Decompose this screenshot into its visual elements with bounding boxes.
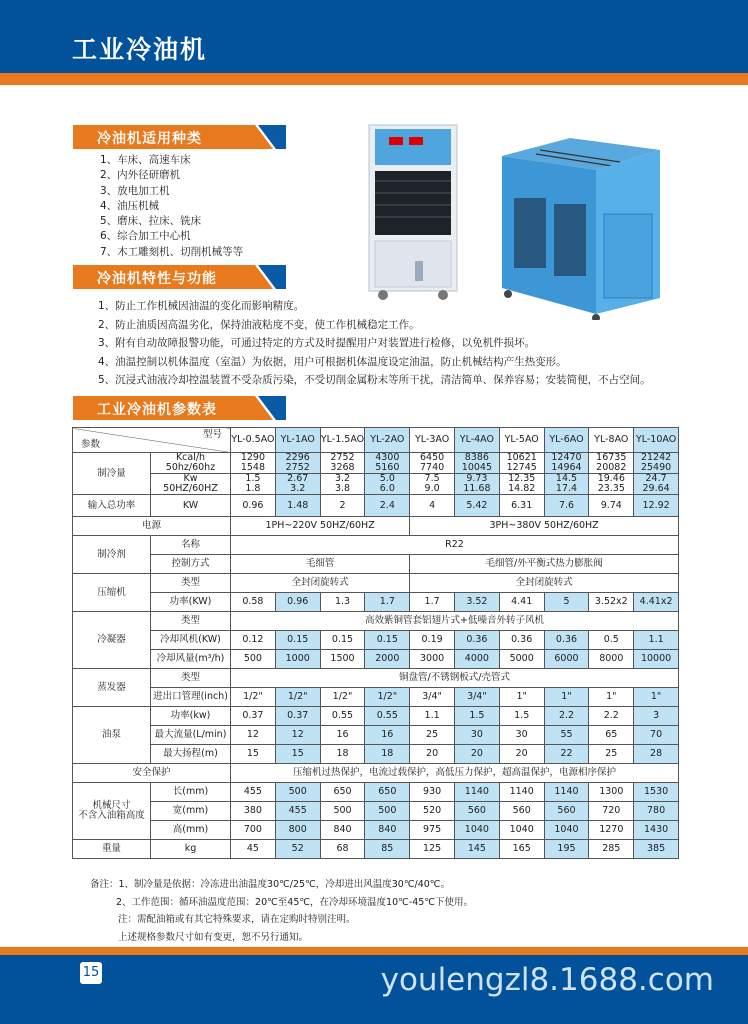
notes: [90, 876, 473, 946]
row-sub-label: KW: [151, 495, 231, 517]
header-bar: [0, 0, 748, 73]
oil-chiller-image-large: [500, 128, 662, 320]
value-cell: 0.5: [589, 631, 634, 650]
row-sub-label: Kcal/h 50hz/60hz: [151, 453, 231, 474]
value-cell: 4: [410, 495, 455, 517]
value-cell: 12: [275, 726, 320, 745]
value-cell: 285: [589, 840, 634, 859]
value-cell: 0.36: [544, 631, 589, 650]
row-sub-label: 冷却风量(m³/h): [151, 650, 231, 669]
value-cell: 930: [410, 783, 455, 802]
note-line: 注：需配油箱或有其它特殊要求，请在定购时特别注明。: [118, 914, 356, 926]
value-cell: 16: [365, 726, 410, 745]
span-value-cell: 3PH~380V 50HZ/60HZ: [410, 517, 679, 536]
section-title: 冷油机特性与功能: [97, 271, 217, 287]
value-cell: 55: [544, 726, 589, 745]
value-cell: 4000: [455, 650, 500, 669]
table-row: [73, 688, 679, 707]
value-cell: 25: [589, 745, 634, 764]
value-cell: 28: [634, 745, 679, 764]
value-cell: 1.5 1.8: [231, 474, 276, 495]
footer-url: youlengzl8.1688.com: [380, 962, 714, 998]
value-cell: 1270: [589, 821, 634, 840]
value-cell: 3000: [410, 650, 455, 669]
table-row: [73, 802, 679, 821]
value-cell: 1000: [275, 650, 320, 669]
oil-chiller-image-small: [365, 123, 461, 301]
value-cell: 500: [365, 802, 410, 821]
value-cell: 45: [231, 840, 276, 859]
list-item: 7、木工雕刻机、切削机械等等: [100, 245, 244, 258]
value-cell: 3/4": [455, 688, 500, 707]
value-cell: 1/2": [275, 688, 320, 707]
value-cell: 16: [320, 726, 365, 745]
value-cell: 3: [634, 707, 679, 726]
value-cell: 1/2": [320, 688, 365, 707]
value-cell: 65: [589, 726, 634, 745]
value-cell: 2000: [365, 650, 410, 669]
value-cell: 650: [320, 783, 365, 802]
value-cell: 1": [589, 688, 634, 707]
corner-cell: [73, 428, 231, 453]
value-cell: 1": [544, 688, 589, 707]
value-cell: 18: [365, 745, 410, 764]
value-cell: 1530: [634, 783, 679, 802]
row-group-label: 蒸发器: [73, 669, 151, 707]
value-cell: 0.58: [231, 593, 276, 612]
table-row: [73, 726, 679, 745]
value-cell: 720: [589, 802, 634, 821]
value-cell: 145: [455, 840, 500, 859]
value-cell: 800: [275, 821, 320, 840]
value-cell: 4300 5160: [365, 453, 410, 474]
list-item: 4、油压机械: [100, 199, 160, 212]
value-cell: 30: [499, 726, 544, 745]
model-header: YL-4AO: [455, 428, 500, 453]
page-number: 15: [80, 962, 102, 984]
list-item: 3、放电加工机: [100, 184, 170, 197]
value-cell: 30: [455, 726, 500, 745]
section-header-types: [73, 125, 286, 149]
table-row: [73, 840, 679, 859]
span-value-cell: 压缩机过热保护，电流过载保护，高低压力保护，超高温保护，电源相序保护: [231, 764, 679, 783]
row-sub-label: 长(mm): [151, 783, 231, 802]
value-cell: 0.37: [231, 707, 276, 726]
list-item: 5、磨床、拉床、铣床: [100, 215, 202, 228]
span-value-cell: 毛细管/外平衡式热力膨胀阀: [410, 555, 679, 574]
value-cell: 14.5 17.4: [544, 474, 589, 495]
value-cell: 3/4": [410, 688, 455, 707]
value-cell: 12470 14964: [544, 453, 589, 474]
orange-stripe: [0, 73, 748, 85]
table-row: [73, 474, 679, 495]
row-group-label: 压缩机: [73, 574, 151, 612]
value-cell: 500: [231, 650, 276, 669]
value-cell: 4.41x2: [634, 593, 679, 612]
row-group-label: 输入总功率: [73, 495, 151, 517]
value-cell: 1040: [499, 821, 544, 840]
spec-table: [72, 427, 679, 859]
row-sub-label: 最大扬程(m): [151, 745, 231, 764]
value-cell: 520: [410, 802, 455, 821]
value-cell: 5: [544, 593, 589, 612]
model-header: YL-0.5AO: [231, 428, 276, 453]
row-group-label: 油泵: [73, 707, 151, 764]
model-header: YL-3AO: [410, 428, 455, 453]
span-value-cell: R22: [231, 536, 679, 555]
value-cell: 20: [499, 745, 544, 764]
table-row: [73, 453, 679, 474]
features-list: [98, 297, 651, 390]
span-value-cell: 全封闭旋转式: [231, 574, 410, 593]
table-row: [73, 821, 679, 840]
table-row: [73, 593, 679, 612]
row-group-label: 重量: [73, 840, 151, 859]
value-cell: 10621 12745: [499, 453, 544, 474]
model-header: YL-10AO: [634, 428, 679, 453]
row-sub-label: 高(mm): [151, 821, 231, 840]
feature-item: 4、油温控制以机体温度（室温）为依据，用户可根据机体温度设定油温，防止机械结构产生热变形。: [98, 355, 567, 368]
value-cell: 1430: [634, 821, 679, 840]
value-cell: 1140: [544, 783, 589, 802]
span-value-cell: 1PH~220V 50HZ/60HZ: [231, 517, 410, 536]
section-title: 冷油机适用种类: [97, 131, 202, 147]
value-cell: 1500: [320, 650, 365, 669]
value-cell: 1040: [544, 821, 589, 840]
value-cell: 70: [634, 726, 679, 745]
value-cell: 0.36: [499, 631, 544, 650]
corner-param-label: 参数: [81, 439, 101, 450]
row-group-label: 冷凝器: [73, 612, 151, 669]
table-row: [73, 669, 679, 688]
value-cell: 52: [275, 840, 320, 859]
row-sub-label: 宽(mm): [151, 802, 231, 821]
value-cell: 0.15: [275, 631, 320, 650]
model-header: YL-5AO: [499, 428, 544, 453]
value-cell: 165: [499, 840, 544, 859]
value-cell: 1": [499, 688, 544, 707]
value-cell: 650: [365, 783, 410, 802]
value-cell: 500: [320, 802, 365, 821]
feature-item: 2、防止油质因高温劣化，保持油液粘度不变，使工作机械稳定工作。: [98, 318, 420, 331]
row-group-label: 制冷量: [73, 453, 151, 495]
value-cell: 560: [544, 802, 589, 821]
value-cell: 1.5: [455, 707, 500, 726]
row-sub-label: 进出口管理(inch): [151, 688, 231, 707]
value-cell: 15: [275, 745, 320, 764]
value-cell: 8386 10045: [455, 453, 500, 474]
value-cell: 85: [365, 840, 410, 859]
value-cell: 1.7: [365, 593, 410, 612]
value-cell: 0.55: [320, 707, 365, 726]
row-sub-label: 类型: [151, 669, 231, 688]
value-cell: 1/2": [231, 688, 276, 707]
list-item: 6、综合加工中心机: [100, 230, 191, 243]
section-title: 工业冷油机参数表: [97, 402, 217, 418]
value-cell: 7.5 9.0: [410, 474, 455, 495]
value-cell: 6450 7740: [410, 453, 455, 474]
row-sub-label: 类型: [151, 612, 231, 631]
feature-item: 3、附有自动故障报警功能，可通过特定的方式及时提醒用户对装置进行检修，以免机件损坏。: [98, 337, 536, 350]
value-cell: 1.48: [275, 495, 320, 517]
row-sub-label: 冷却风机(KW): [151, 631, 231, 650]
note-line: 上述规格参数尺寸如有变更，恕不另行通知。: [118, 931, 309, 943]
value-cell: 1.5: [499, 707, 544, 726]
value-cell: 0.15: [320, 631, 365, 650]
table-row: [73, 517, 679, 536]
value-cell: 1040: [455, 821, 500, 840]
row-sub-label: 功率(KW): [151, 593, 231, 612]
value-cell: 0.96: [231, 495, 276, 517]
table-row: [73, 745, 679, 764]
value-cell: 25: [410, 726, 455, 745]
table-row: [73, 783, 679, 802]
section-header-features: [73, 265, 286, 289]
value-cell: 68: [320, 840, 365, 859]
value-cell: 2.2: [589, 707, 634, 726]
feature-item: 5、沉浸式油液冷却控温装置不受杂质污染，不受切削金属粉末等所干扰，清洁简单、保养容易；安装简便，不占空间。: [98, 374, 651, 387]
span-value-cell: 毛细管: [231, 555, 410, 574]
table-row: [73, 574, 679, 593]
row-sub-label: 类型: [151, 574, 231, 593]
value-cell: 1.7: [410, 593, 455, 612]
table-row: [73, 555, 679, 574]
types-list: [100, 153, 243, 260]
value-cell: 4.41: [499, 593, 544, 612]
model-header: YL-6AO: [544, 428, 589, 453]
value-cell: 1.3: [320, 593, 365, 612]
value-cell: 0.37: [275, 707, 320, 726]
value-cell: 840: [320, 821, 365, 840]
model-header: YL-8AO: [589, 428, 634, 453]
value-cell: 12.92: [634, 495, 679, 517]
table-row: [73, 536, 679, 555]
value-cell: 21242 25490: [634, 453, 679, 474]
value-cell: 8000: [589, 650, 634, 669]
value-cell: 700: [231, 821, 276, 840]
value-cell: 20: [455, 745, 500, 764]
list-item: 1、车床、高速车床: [100, 154, 191, 166]
value-cell: 500: [275, 783, 320, 802]
value-cell: 9.73 11.68: [455, 474, 500, 495]
value-cell: 455: [231, 783, 276, 802]
value-cell: 5.42: [455, 495, 500, 517]
value-cell: 10000: [634, 650, 679, 669]
feature-item: 1、防止工作机械因油温的变化而影响精度。: [98, 300, 305, 312]
table-row: [73, 707, 679, 726]
value-cell: 560: [455, 802, 500, 821]
value-cell: 0.12: [231, 631, 276, 650]
value-cell: 0.36: [455, 631, 500, 650]
value-cell: 22: [544, 745, 589, 764]
value-cell: 125: [410, 840, 455, 859]
value-cell: 1140: [499, 783, 544, 802]
value-cell: 2296 2752: [275, 453, 320, 474]
value-cell: 2.67 3.2: [275, 474, 320, 495]
row-sub-label: 功率(kw): [151, 707, 231, 726]
value-cell: 16735 20082: [589, 453, 634, 474]
value-cell: 195: [544, 840, 589, 859]
value-cell: 15: [231, 745, 276, 764]
section-header-params: [73, 396, 286, 420]
value-cell: 3.2 3.8: [320, 474, 365, 495]
row-group-label: 制冷剂: [73, 536, 151, 574]
row-label: 安全保护: [73, 764, 231, 783]
table-row: [73, 650, 679, 669]
value-cell: 1": [634, 688, 679, 707]
row-sub-label: 控制方式: [151, 555, 231, 574]
list-item: 2、内外径研磨机: [100, 169, 181, 182]
value-cell: 0.96: [275, 593, 320, 612]
row-sub-label: Kw 50HZ/60HZ: [151, 474, 231, 495]
row-label: 电源: [73, 517, 231, 536]
value-cell: 455: [275, 802, 320, 821]
model-header: YL-1.5AO: [320, 428, 365, 453]
value-cell: 560: [499, 802, 544, 821]
value-cell: 9.74: [589, 495, 634, 517]
value-cell: 12: [231, 726, 276, 745]
span-value-cell: 高效紫铜管套铝翅片式+低噪音外转子风机: [231, 612, 679, 631]
row-sub-label: 名称: [151, 536, 231, 555]
value-cell: 3.52: [455, 593, 500, 612]
row-sub-label: kg: [151, 840, 231, 859]
value-cell: 19.46 23.35: [589, 474, 634, 495]
value-cell: 5.0 6.0: [365, 474, 410, 495]
value-cell: 1300: [589, 783, 634, 802]
value-cell: 1/2": [365, 688, 410, 707]
span-value-cell: 全封闭旋转式: [410, 574, 679, 593]
model-header: YL-1AO: [275, 428, 320, 453]
value-cell: 1.1: [634, 631, 679, 650]
value-cell: 840: [365, 821, 410, 840]
row-sub-label: 最大流量(L/min): [151, 726, 231, 745]
value-cell: 1290 1548: [231, 453, 276, 474]
value-cell: 5000: [499, 650, 544, 669]
value-cell: 2: [320, 495, 365, 517]
orange-stripe-bottom: [0, 947, 748, 955]
value-cell: 0.19: [410, 631, 455, 650]
value-cell: 0.15: [365, 631, 410, 650]
span-value-cell: 铜盘管/不锈钢板式/壳管式: [231, 669, 679, 688]
value-cell: 3.52x2: [589, 593, 634, 612]
table-row: [73, 764, 679, 783]
value-cell: 24.7 29.64: [634, 474, 679, 495]
value-cell: 1140: [455, 783, 500, 802]
table-header-row: [73, 428, 679, 453]
value-cell: 385: [634, 840, 679, 859]
value-cell: 18: [320, 745, 365, 764]
value-cell: 2.4: [365, 495, 410, 517]
value-cell: 1.1: [410, 707, 455, 726]
row-group-label: 机械尺寸 不含入油箱高度: [73, 783, 151, 840]
value-cell: 12.35 14.82: [499, 474, 544, 495]
value-cell: 2.2: [544, 707, 589, 726]
value-cell: 6.31: [499, 495, 544, 517]
table-row: [73, 495, 679, 517]
page-title: 工业冷油机: [72, 35, 208, 64]
value-cell: 7.6: [544, 495, 589, 517]
note-line: 2、工作范围：循环油温度范围：20℃至45℃，在冷却环境温度10℃-45℃下使用。: [116, 896, 474, 908]
model-header: YL-2AO: [365, 428, 410, 453]
value-cell: 380: [231, 802, 276, 821]
value-cell: 0.55: [365, 707, 410, 726]
value-cell: 780: [634, 802, 679, 821]
value-cell: 6000: [544, 650, 589, 669]
value-cell: 20: [410, 745, 455, 764]
table-row: [73, 631, 679, 650]
table-row: [73, 612, 679, 631]
corner-model-label: 型号: [203, 429, 223, 440]
value-cell: 2752 3268: [320, 453, 365, 474]
value-cell: 975: [410, 821, 455, 840]
note-line: 备注：1、制冷量是依据：冷冻进出油温度30℃/25℃，冷却进出风温度30℃/40℃。: [90, 879, 450, 890]
